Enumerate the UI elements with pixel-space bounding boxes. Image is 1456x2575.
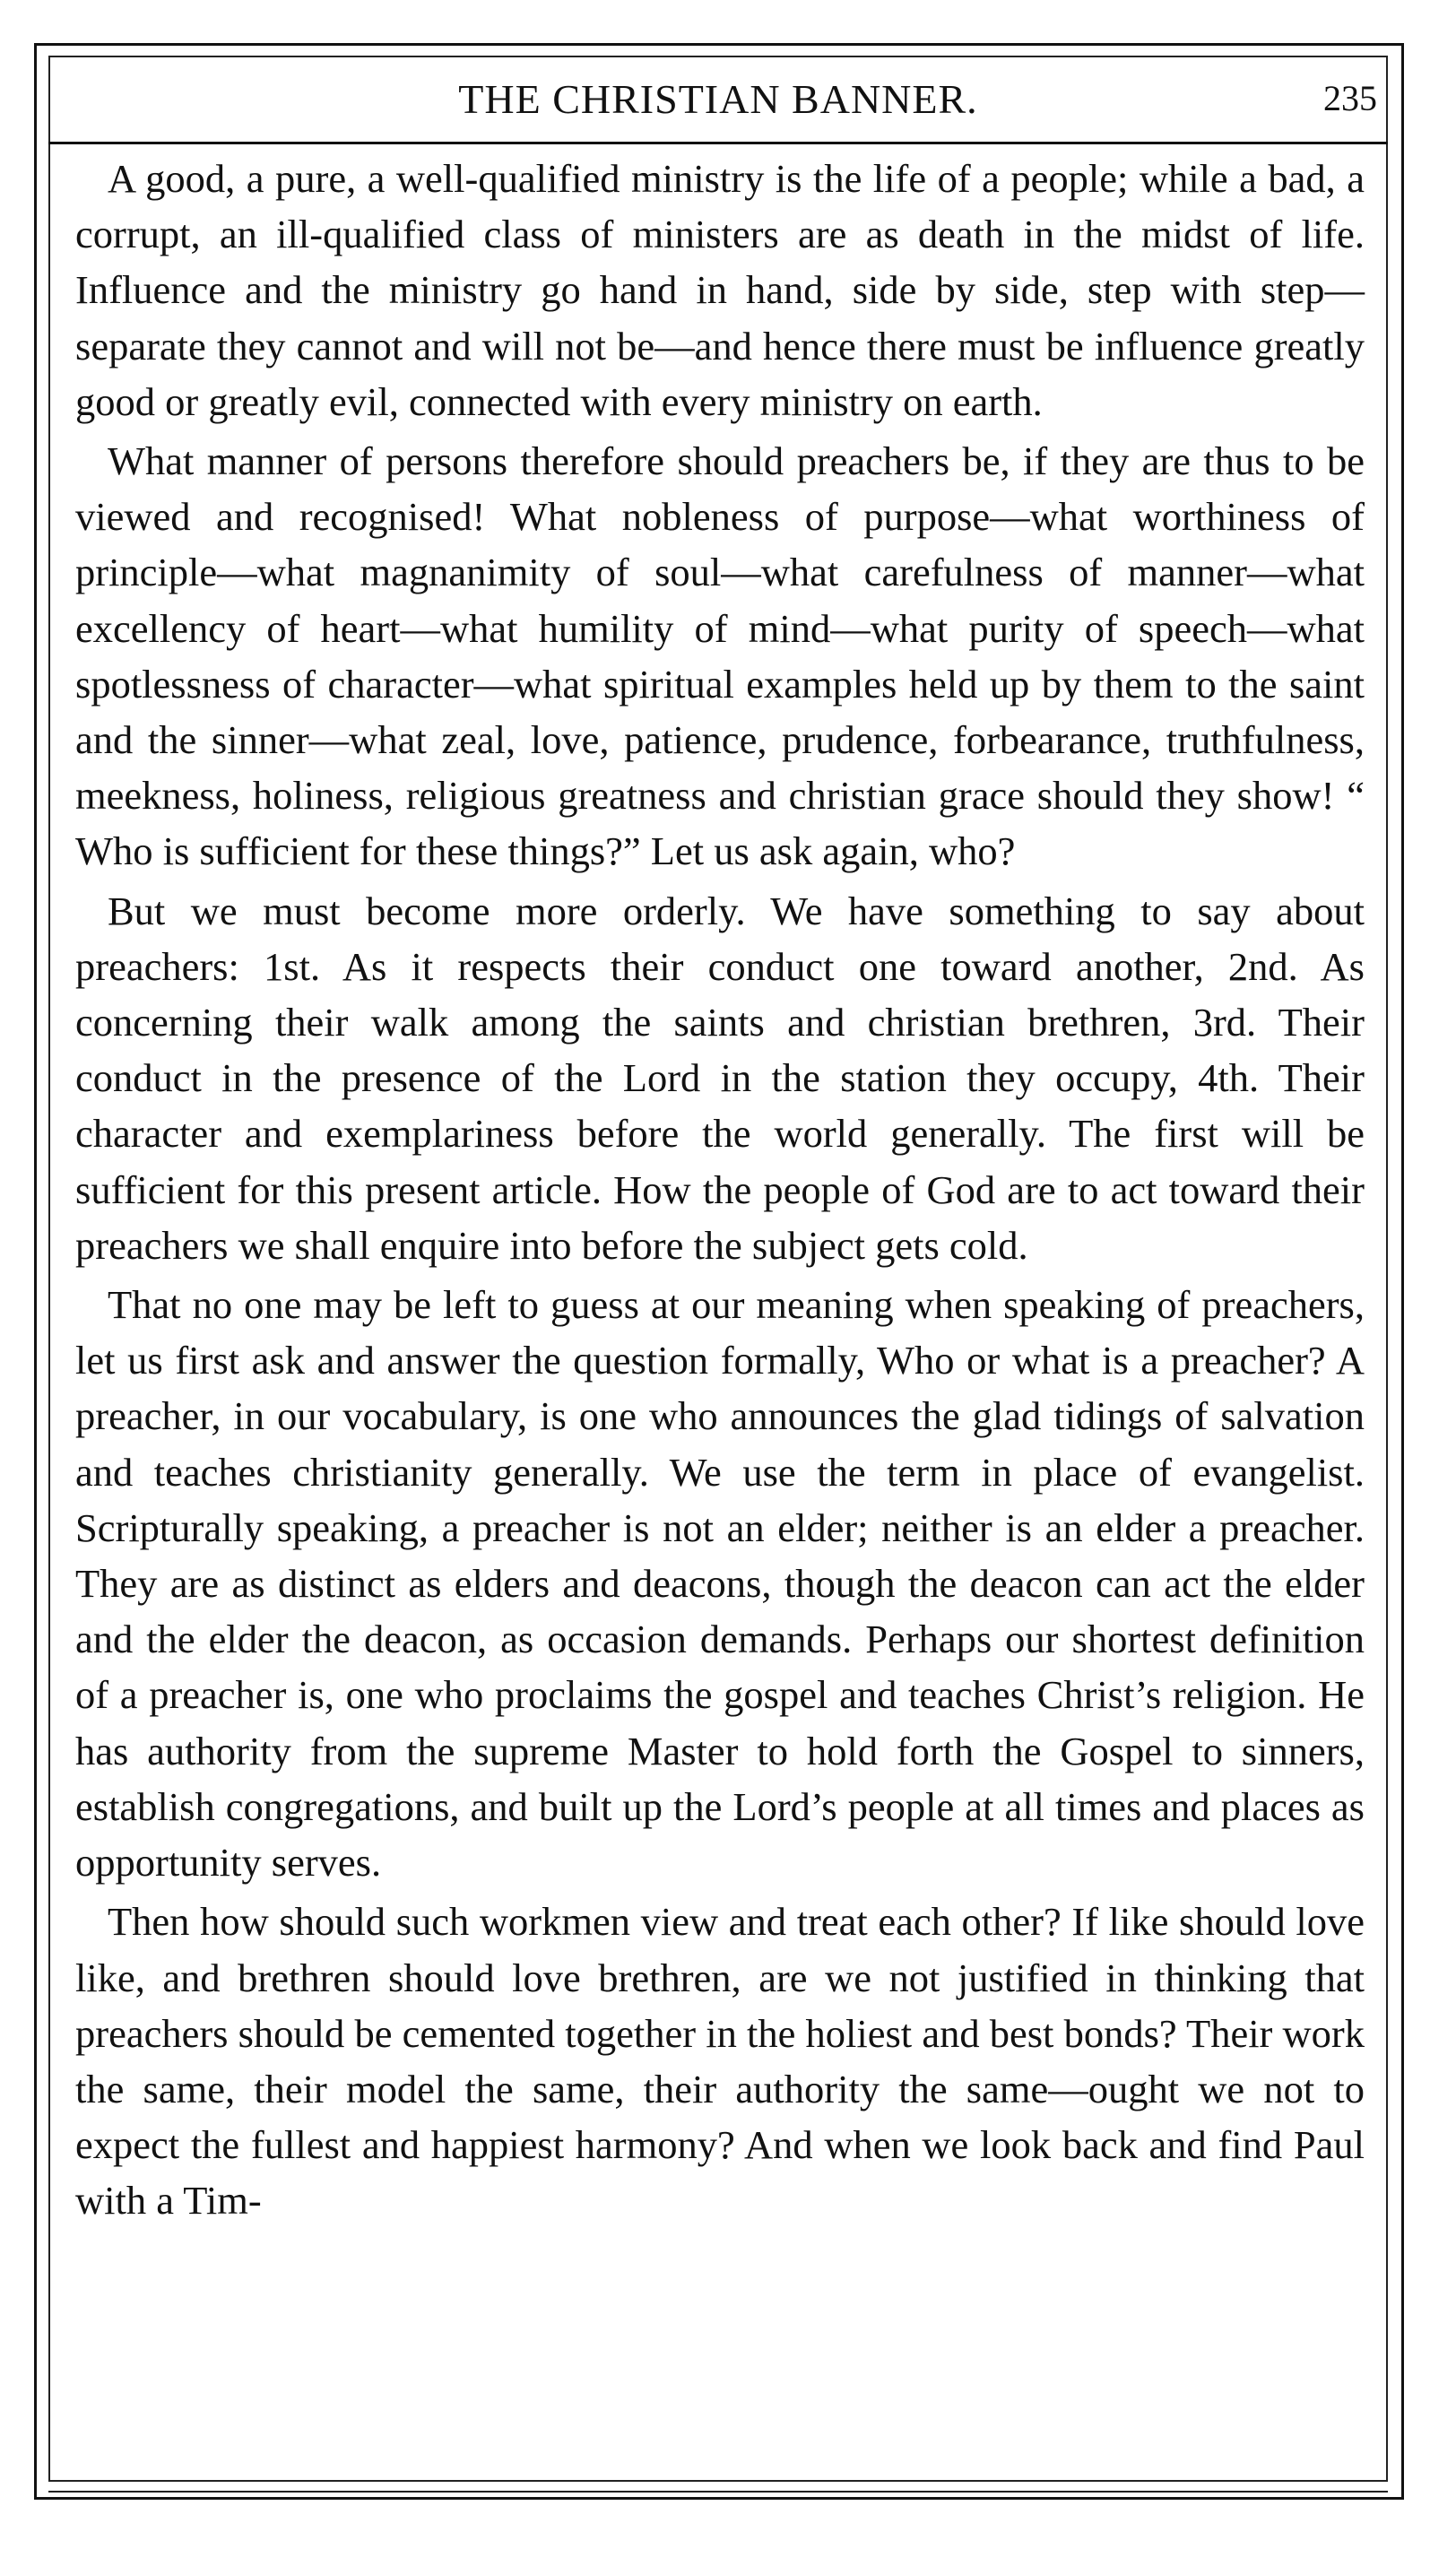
paragraph-3: But we must become more orderly. We have something to say about preachers: 1st. As it respects their conduct one toward another, 2nd. As concerning their walk among the saints and christian brethren, 3rd. Their conduct in the presence of the Lord in the station they occupy, 4th. Their character and exemplariness before the world generally. The first will be sufficient for this present article. How the people of God are to act toward their preachers we shall enquire into before the subject gets cold.: [75, 888, 1365, 1268]
running-header-title: THE CHRISTIAN BANNER.: [458, 76, 978, 122]
paragraph-2: What manner of persons therefore should preachers be, if they are thus to be viewed and recognised! What nobleness of purpose—what worthiness of principle—what magnanimity of soul—what carefulness of manner—what excellency of heart—what humility of mind—what purity of speech—what spotlessness of character—what spiritual examples held up by them to the saint and the sinner—what zeal, love, patience, prudence, forbearance, truthfulness, meekness, holiness, religious greatness and christian grace should they show! “ Who is sufficient for these things?” Let us ask again, who?: [75, 438, 1365, 874]
footer-rule: [48, 2491, 1388, 2493]
paragraph-5: Then how should such workmen view and treat each other? If like should love like, and brethren should love brethren, are we not justified in thinking that preachers should be cemented together in the holiest and best bonds? Their work the same, their model the same, their authority the same—ought we not to expect the fullest and happiest harmony? And when we look back and find Paul with a Tim-: [75, 1899, 1365, 2224]
article-body: [75, 151, 1365, 2233]
header-rule: [48, 142, 1388, 144]
page-number: 235: [1323, 78, 1377, 118]
paragraph-4: That no one may be left to guess at our meaning when speaking of preachers, let us first ask and answer the question formally, Who or what is a preacher? A preacher, in our vocabulary, is one who announces the glad tidings of salvation and teaches christianity generally. We use the term in place of evangelist. Scripturally speaking, a preacher is not an elder; neither is an elder a preacher. They are as distinct as elders and deacons, though the deacon can act the elder and the elder the deacon, as occasion demands. Perhaps our shortest definition of a preacher is, one who proclaims the gospel and teaches Christ’s religion. He has authority from the supreme Master to hold forth the Gospel to sinners, establish congregations, and built up the Lord’s people at all times and places as opportunity serves.: [75, 1282, 1365, 1886]
paragraph-1: A good, a pure, a well-qualified ministry is the life of a people; while a bad, a corrupt, an ill-qualified class of ministers are as death in the midst of life. Influence and the ministry go hand in hand, side by side, step with step—separate they cannot and will not be—and hence there must be influence greatly good or greatly evil, connected with every ministry on earth.: [75, 156, 1365, 424]
